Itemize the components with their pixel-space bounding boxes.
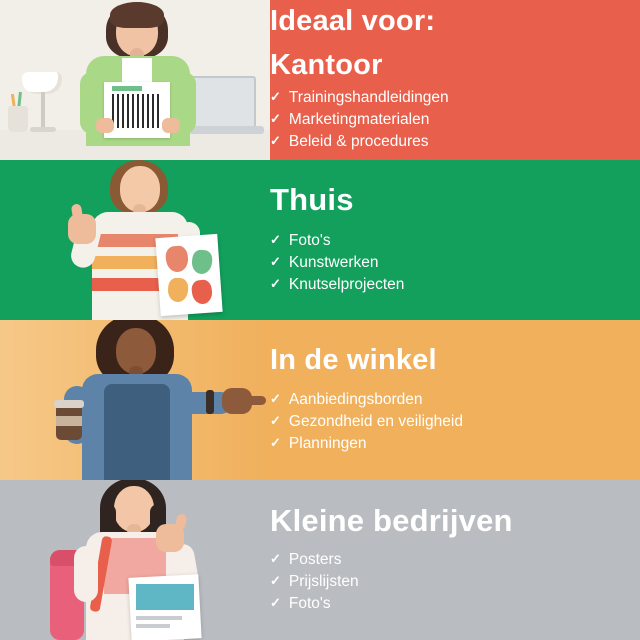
check-icon: ✓ [270,276,281,292]
bullet-list-small-business [270,549,632,615]
poster-text-line [136,616,182,620]
person-hair-front [110,2,164,28]
check-icon: ✓ [270,573,281,589]
section-title-store: In de winkel [270,343,437,376]
barcode-icon [112,94,162,128]
photo-small-business [0,480,270,640]
list-item [270,549,632,571]
list-item [270,411,632,433]
list-item-label: Knutselprojecten [288,276,405,294]
person-hand-right [162,118,180,133]
section-title-office: Kantoor [270,49,383,82]
check-icon: ✓ [270,413,281,429]
photo-office [0,0,270,160]
check-icon: ✓ [270,132,281,148]
check-icon: ✓ [270,88,281,104]
list-item-label: Trainingshandleidingen [288,88,449,106]
artwork-sheet [155,234,222,316]
section-title-home: Thuis [270,181,354,217]
list-item-label: Aanbiedingsborden [288,391,423,409]
main-headline: Ideaal voor: [270,5,436,37]
apron [104,384,170,480]
check-icon: ✓ [270,551,281,567]
lamp-base [30,127,56,132]
list-item [270,131,632,153]
text-column-office [270,0,632,160]
check-icon: ✓ [270,595,281,611]
poster-text-line [136,624,170,628]
list-item [270,571,632,593]
section-title-small-business: Kleine bedrijven [270,502,513,538]
thumbs-up-icon [68,214,96,244]
list-item [270,87,632,109]
pen-cup-icon [8,106,28,132]
section-home [0,160,640,320]
bullet-list-home [270,230,632,296]
watch-icon [206,390,214,414]
person-hand-left [96,118,114,133]
sheet-label [112,86,142,91]
list-item [270,389,632,411]
list-item [270,230,632,252]
list-item-label: Kunstwerken [288,254,379,272]
desk-lamp-icon [22,72,62,94]
section-small-business [0,480,640,640]
text-column-small-business [270,480,632,640]
list-item [270,109,632,131]
list-item [270,593,632,615]
bullet-list-office [270,87,632,153]
text-column-home [270,160,632,320]
list-item-label: Prijslijsten [288,573,359,591]
list-item-label: Gezondheid en veiligheid [288,413,463,431]
pointing-finger [246,396,266,405]
list-item-label: Posters [288,551,342,569]
list-item-label: Foto's [288,232,331,250]
photo-home [0,160,270,320]
section-store [0,320,640,480]
check-icon: ✓ [270,254,281,270]
check-icon: ✓ [270,391,281,407]
check-icon: ✓ [270,110,281,126]
list-item-label: Foto's [288,595,331,613]
list-item-label: Marketingmaterialen [288,110,430,128]
cup-sleeve [56,416,82,426]
section-office [0,0,640,160]
text-column-store [270,320,632,480]
list-item [270,433,632,455]
cup-lid [54,400,84,408]
lamp-stem [41,92,45,128]
check-icon: ✓ [270,232,281,248]
check-icon: ✓ [270,435,281,451]
list-item-label: Beleid & procedures [288,132,429,150]
photo-store [0,320,270,480]
poster-image [136,584,194,610]
person-arm-left [74,546,98,602]
bullet-list-store [270,389,632,455]
list-item-label: Planningen [288,435,367,453]
list-item [270,252,632,274]
list-item [270,274,632,296]
